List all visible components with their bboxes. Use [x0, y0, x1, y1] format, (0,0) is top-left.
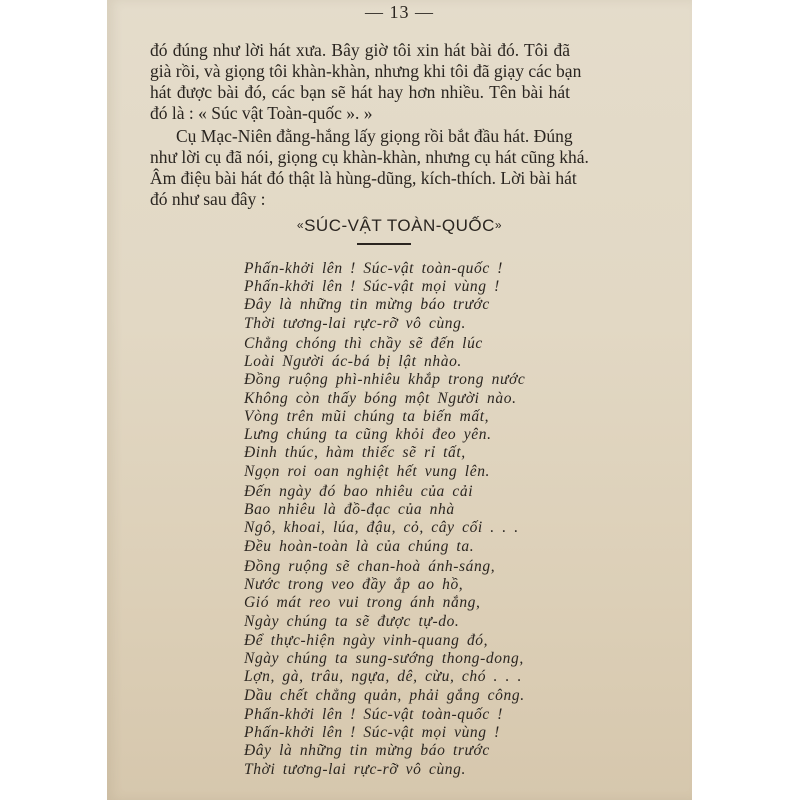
- verse-line: Lợn, gà, trâu, ngựa, dê, cừu, chó . . .: [244, 668, 522, 686]
- song-title-text: SÚC-VẬT TOÀN-QUỐC: [304, 216, 495, 235]
- paragraph-line: Cụ Mạc-Niên đằng-hắng lấy giọng rồi bắt đầu hát. Đúng: [176, 126, 573, 146]
- paragraph-1: [150, 40, 582, 124]
- verse-line: Để thực-hiện ngày vinh-quang đó,: [244, 632, 489, 649]
- verse-line: Ngày chúng ta sẽ được tự-do.: [244, 612, 460, 630]
- verse-line: Đây là những tin mừng báo trước: [244, 742, 490, 760]
- paragraph-line: như lời cụ đã nói, giọng cụ khàn-khàn, nhưng cụ hát cũng khá.: [150, 147, 589, 167]
- verse-line: Gió mát reo vui trong ánh nắng,: [244, 594, 481, 612]
- verse-line: Đến ngày đó bao nhiêu của cải: [244, 483, 474, 500]
- paragraph-line: hát được bài đó, các bạn sẽ hát hay hơn nhiều. Tên bài hát: [150, 82, 570, 102]
- close-quote: »: [494, 218, 503, 232]
- stanza: [244, 335, 544, 408]
- open-quote: «: [296, 218, 305, 232]
- stanza: [244, 632, 544, 705]
- paragraph-line: đó đúng như lời hát xưa. Bây giờ tôi xin hát bài đó. Tôi đã: [150, 40, 570, 60]
- verse-line: Dầu chết chẳng quản, phải gắng công.: [244, 686, 525, 704]
- song-title: [107, 216, 692, 236]
- verse-line: Đồng ruộng sẽ chan-hoà ánh-sáng,: [244, 558, 496, 575]
- verse-line: Phấn-khởi lên ! Súc-vật mọi vùng !: [244, 724, 500, 742]
- paragraph-line: đó là : « Súc vật Toàn-quốc ». »: [150, 103, 373, 123]
- verse-line: Bao nhiêu là đồ-đạc của nhà: [244, 501, 455, 519]
- page-number: — 13 —: [365, 2, 434, 22]
- verse-line: Đều hoàn-toàn là của chúng ta.: [244, 537, 475, 555]
- verse-line: Chẳng chóng thì chầy sẽ đến lúc: [244, 335, 483, 352]
- paragraph-2: [150, 126, 589, 210]
- title-underline-divider: [357, 243, 411, 245]
- paragraph-line: đó như sau đây :: [150, 189, 266, 209]
- verse-line: Đồng ruộng phì-nhiêu khắp trong nước: [244, 371, 526, 389]
- paragraph-line: già rồi, và giọng tôi khàn-khàn, nhưng khi tôi đã giạy các bạn: [150, 61, 582, 81]
- book-page: [107, 0, 692, 800]
- verse-line: Thời tương-lai rực-rỡ vô cùng.: [244, 760, 466, 778]
- stanza: [244, 706, 544, 779]
- verse-line: Đây là những tin mừng báo trước: [244, 296, 490, 314]
- verse-line: Phấn-khởi lên ! Súc-vật toàn-quốc !: [244, 260, 504, 277]
- stanza: [244, 483, 544, 556]
- paragraph-line: Âm điệu bài hát đó thật là hùng-dũng, kích-thích. Lời bài hát: [150, 168, 577, 188]
- verse-line: Vòng trên mũi chúng ta biến mất,: [244, 408, 490, 425]
- stanza: [244, 558, 544, 631]
- verse-line: Không còn thấy bóng một Người nào.: [244, 389, 517, 407]
- verse-line: Thời tương-lai rực-rỡ vô cùng.: [244, 314, 466, 332]
- stanza: [244, 260, 544, 333]
- verse-line: Nước trong veo đầy ắp ao hồ,: [244, 576, 464, 594]
- verse-line: Lưng chúng ta cũng khỏi đeo yên.: [244, 426, 492, 444]
- verse-line: Loài Người ác-bá bị lật nhào.: [244, 353, 462, 371]
- verse-line: Đinh thúc, hàm thiếc sẽ rỉ tất,: [244, 444, 466, 462]
- verse-line: Phấn-khởi lên ! Súc-vật toàn-quốc !: [244, 706, 504, 723]
- verse-line: Ngọn roi oan nghiệt hết vung lên.: [244, 462, 491, 480]
- verse-line: Ngô, khoai, lúa, đậu, cỏ, cây cối . . .: [244, 519, 519, 537]
- verse-line: Phấn-khởi lên ! Súc-vật mọi vùng !: [244, 278, 500, 296]
- verse-line: Ngày chúng ta sung-sướng thong-dong,: [244, 650, 524, 668]
- stanza: [244, 408, 544, 481]
